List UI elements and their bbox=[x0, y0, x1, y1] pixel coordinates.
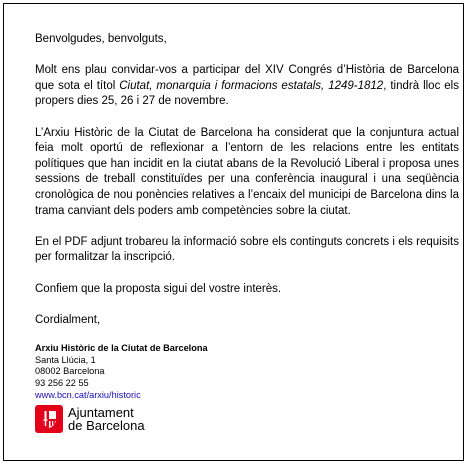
email-body bbox=[35, 32, 459, 433]
signature-block bbox=[35, 343, 459, 433]
invitation-text-end: , tindrà lloc els propers dies 25, 26 i 27 de novembre. bbox=[35, 79, 459, 108]
paragraph-interest: Confiem que la proposta sigui del vostre interès. bbox=[35, 282, 282, 295]
closing: Cordialment, bbox=[35, 313, 101, 326]
invitation-text-start: Molt ens plau convidar-vos a participar del XIV Congrés d’Història de Barcelona que sota el títol bbox=[35, 64, 459, 92]
signature-organization: Arxiu Històric de la Ciutat de Barcelona bbox=[35, 343, 208, 354]
paragraph-attachment: En el PDF adjunt trobareu la informació sobre els continguts concrets i els requisits per formalitzar la inscripció. bbox=[35, 235, 459, 264]
signature-phone: 93 256 22 55 bbox=[35, 378, 89, 389]
congress-title: Ciutat, monarquia i formacions estatals, 1249-1812 bbox=[119, 79, 384, 92]
signature-address-line2: 08002 Barcelona bbox=[35, 366, 105, 377]
signature-website-link[interactable]: www.bcn.cat/arxiu/historic bbox=[35, 389, 141, 400]
logo-line1: Ajuntament bbox=[68, 405, 134, 421]
logo-line2: de Barcelona bbox=[68, 418, 145, 434]
signature-address-line1: Santa Llúcia, 1 bbox=[35, 354, 96, 365]
letter-frame bbox=[3, 3, 464, 461]
ajuntament-logo bbox=[35, 405, 459, 433]
greeting: Benvolgudes, benvolguts, bbox=[35, 33, 167, 45]
logo-wordmark bbox=[68, 406, 145, 432]
barcelona-shield-icon bbox=[35, 405, 63, 433]
paragraph-invitation bbox=[35, 63, 459, 110]
paragraph-description: L’Arxiu Històric de la Ciutat de Barcelona ha considerat que la conjuntura actual feia molt oportú de reflexionar a l’entorn de les relacions entre les entitats polítiques que han incidit en la ciutat abans de la Revolució Liberal i proposa unes sessions de treball constituïdes per una conferència inaugural i una seqüència cronològica de nou ponències relatives a l’encaix del municipi de Barcelona dins la trama canviant dels poders amb competències sobre la ciutat. bbox=[35, 126, 459, 217]
